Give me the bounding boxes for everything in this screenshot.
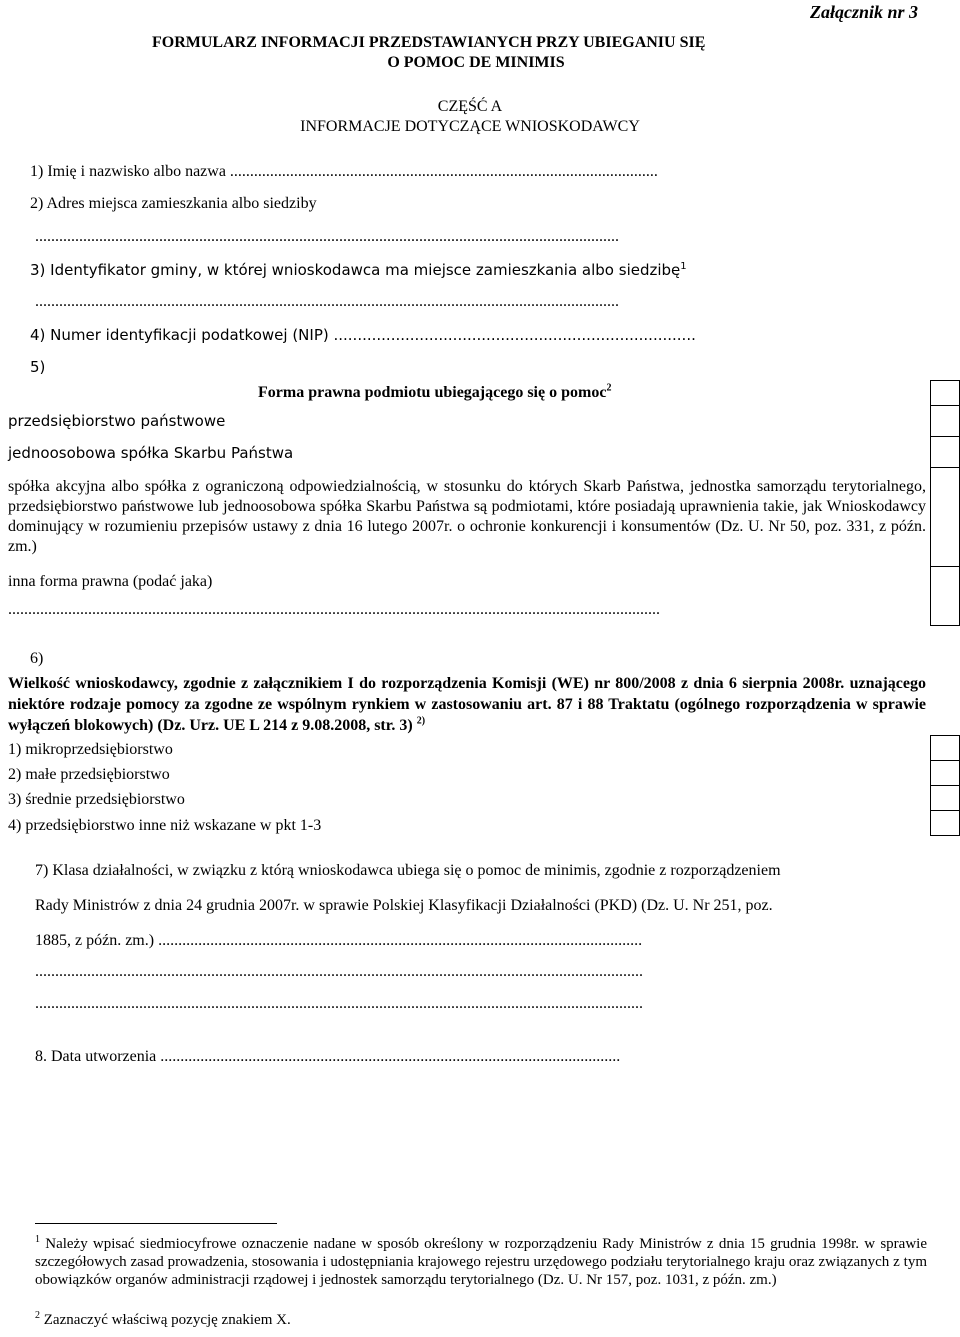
- field-address-label: 2) Adres miejsca zamieszkania albo siedziby: [30, 195, 317, 212]
- legal-form-option-2: jednoosobowa spółka Skarbu Państwa: [8, 444, 294, 462]
- checkbox-legal-form-4[interactable]: [930, 467, 960, 567]
- section5-label: 5): [30, 358, 46, 376]
- footnote-1: [35, 1235, 927, 1289]
- section6-header-text: Wielkość wnioskodawcy, zgodnie z załącznikiem I do rozporządzenia Komisji (WE) nr 800/2008 z dnia 6 sierpnia 2008r. uznającego niektóre rodzaje pomocy za zgodne ze wspólnym rynkiem w zastosowaniu art. 87 i 88 Traktatu (ogólnego rozporządzenia w sprawie wyłączeń blokowych) (Dz. Urz. UE L 214 z 9.08.2008, str. 3): [8, 675, 926, 734]
- section6-label: 6): [30, 650, 44, 667]
- footnote-separator: [35, 1223, 277, 1224]
- footnote-ref-2a: 2: [606, 382, 612, 394]
- checkbox-legal-form-1[interactable]: [930, 380, 960, 406]
- legal-form-option-4: inna forma prawna (podać jaka): [8, 573, 213, 590]
- size-option-1: 1) mikroprzedsiębiorstwo: [8, 741, 173, 758]
- section7-line3[interactable]: 1885, z późn. zm.) .........................................................................................................................: [35, 932, 643, 949]
- annex-label: Załącznik nr 3: [810, 2, 919, 22]
- footnote-ref-1: 1: [680, 261, 687, 272]
- field-commune-dots[interactable]: ..................................................................................................................................................: [35, 293, 619, 310]
- footnote-2-text: Zaznaczyć właściwą pozycję znakiem X.: [43, 1312, 291, 1328]
- footnote-1-text: Należy wpisać siedmiocyfrowe oznaczenie nadane w sposób określony w rozporządzeniu Rady Ministrów z dnia 15 grudnia 1998r. w sprawie szczegółowych zasad prowadzenia, stosowania i udostępniania krajowego rejestru urzędowego podziału terytorialnego kraju oraz związanych z tym obowiązków organów administracji rządowej i jednostek samorządu terytorialnego (Dz. U. Nr 157, poz. 1031, z późn. zm.): [35, 1236, 927, 1288]
- section7-line1: 7) Klasa działalności, w związku z którą wnioskodawca ubiega się o pomoc de minimis, zgodnie z rozporządzeniem: [35, 862, 781, 879]
- form-title-line2: [0, 54, 960, 72]
- checkbox-size-3[interactable]: [930, 785, 960, 811]
- section5-header: [258, 384, 611, 402]
- checkbox-legal-form-5[interactable]: [930, 566, 960, 626]
- section5-header-text: Forma prawna podmiotu ubiegającego się o pomoc: [258, 384, 607, 401]
- legal-form-option-1: przedsiębiorstwo państwowe: [8, 412, 226, 430]
- legal-form-option-3: spółka akcyjna albo spółka z ograniczoną odpowiedzialnością, w stosunku do których Skarb Państwa, jednostka samorządu terytorialnego, przedsiębiorstwo państwowe lub jednoosobowa spółka Skarbu Państwa są podmiotami, które posiadają uprawnienia takie, jak Wnioskodawcy dominujący w rozumieniu przepisów ustawy z dnia 16 lutego 2007r. o ochronie konkurencji i konsumentów (Dz. U. Nr 50, poz. 331, z późn. zm.): [8, 478, 926, 555]
- section7-line2: Rady Ministrów z dnia 24 grudnia 2007r. w sprawie Polskiej Klasyfikacji Działalności (PKD) (Dz. U. Nr 251, poz.: [35, 897, 773, 914]
- field-commune-text: 3) Identyfikator gminy, w której wnioskodawca ma miejsce zamieszkania albo siedzibę: [30, 261, 681, 279]
- section7-dots-1[interactable]: ........................................................................................................................................................: [35, 963, 643, 980]
- size-option-3: 3) średnie przedsiębiorstwo: [8, 791, 185, 808]
- legal-form-option-4-dots[interactable]: ...................................................................................................................................................................: [8, 601, 660, 618]
- footnote-1-number: 1: [35, 1234, 40, 1245]
- field-name[interactable]: 1) Imię i nazwisko albo nazwa ...........................................................................................................: [30, 163, 658, 180]
- field-nip[interactable]: 4) Numer identyfikacji podatkowej (NIP) ............................................................................: [30, 326, 696, 344]
- part-title: INFORMACJE DOTYCZĄCE WNIOSKODAWCY: [300, 118, 640, 135]
- size-option-2: 2) małe przedsiębiorstwo: [8, 766, 170, 783]
- field-address-dots[interactable]: ..................................................................................................................................................: [35, 228, 619, 245]
- footnote-ref-2b: 2): [416, 715, 426, 727]
- checkbox-legal-form-2[interactable]: [930, 405, 960, 437]
- part-label: CZĘŚĆ A: [437, 98, 503, 115]
- form-title-line1: FORMULARZ INFORMACJI PRZEDSTAWIANYCH PRZY UBIEGANIU SIĘ: [152, 34, 706, 51]
- section6-header: [8, 673, 926, 736]
- checkbox-legal-form-3[interactable]: [930, 436, 960, 468]
- checkbox-size-4[interactable]: [930, 810, 960, 836]
- creation-date-field[interactable]: 8. Data utworzenia ...................................................................................................................: [35, 1048, 621, 1065]
- size-option-4: 4) przedsiębiorstwo inne niż wskazane w pkt 1-3: [8, 817, 322, 834]
- checkbox-size-1[interactable]: [930, 735, 960, 761]
- footnote-2: [35, 1312, 291, 1329]
- field-commune-label: [30, 261, 687, 279]
- footnote-2-number: 2: [35, 1310, 40, 1321]
- form-title-line2-text: O POMOC DE MINIMIS: [387, 54, 565, 71]
- section7-dots-2[interactable]: ........................................................................................................................................................: [35, 995, 643, 1012]
- checkbox-size-2[interactable]: [930, 760, 960, 786]
